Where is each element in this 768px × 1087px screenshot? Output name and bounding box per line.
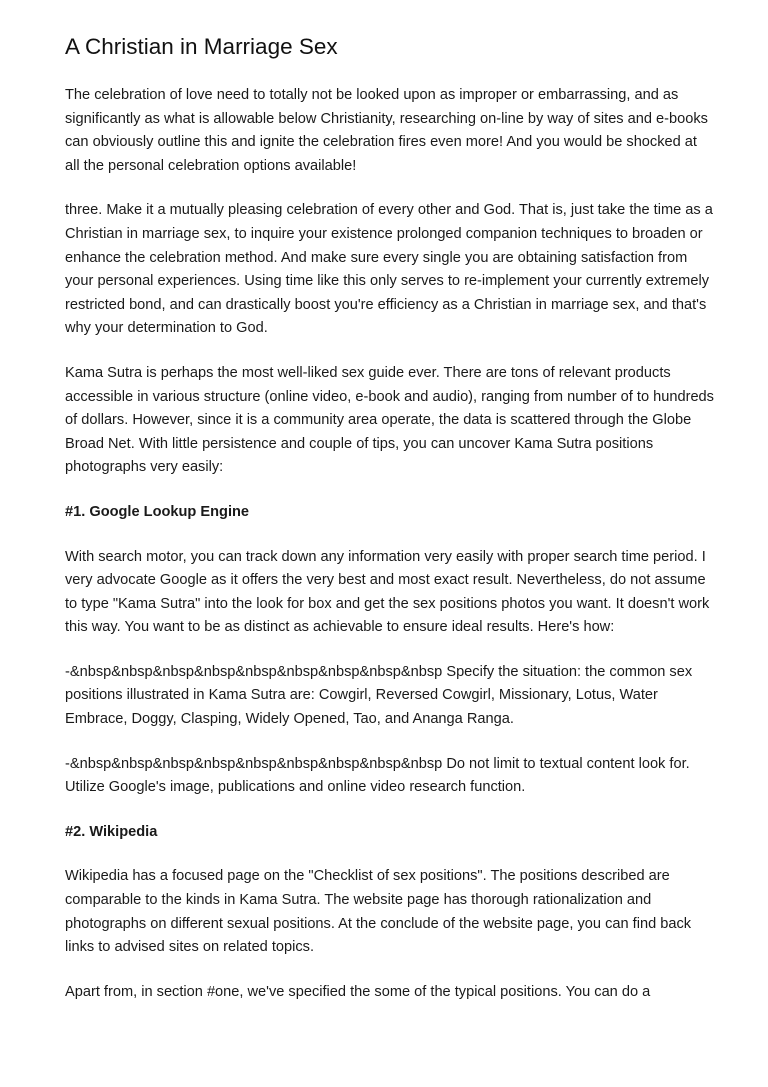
heading-wikipedia: #2. Wikipedia <box>65 823 158 840</box>
paragraph-search-motor: With search motor, you can track down any information very easily with proper search time period. I very advocate Google as it offers the very best and most exact result. Nevertheless, do not assume to type "Kama Sutra" into the look for box and get the sex positions photos you want. It doesn't work this way. You want to be as distinct as achievable to ensure ideal results. Here's how: <box>65 548 710 636</box>
paragraph-wikipedia: Wikipedia has a focused page on the "Checklist of sex positions". The positions described are comparable to the kinds in Kama Sutra. The website page has thorough rationalization and photographs on different sexual positions. At the conclude of the website page, you can find back links to advised sites on related topics. <box>65 868 692 956</box>
document-page <box>65 32 715 1025</box>
paragraph-kama-sutra: Kama Sutra is perhaps the most well-liked sex guide ever. There are tons of relevant products accessible in various structure (online video, e-book and audio), ranging from number of to hundreds of dollars. However, since it is a community area operate, the data is scattered through the Globe Broad Net. With little persistence and couple of tips, you can uncover Kama Sutra positions photographs very easily: <box>65 364 714 476</box>
paragraph-intro: The celebration of love need to totally not be looked upon as improper or embarrassing, and as significantly as what is allowable below Christianity, researching on-line by way of sites and e-books can obviously outline this and ignite the celebration fires even more! And you would be shocked at all the personal celebration options available! <box>65 87 708 174</box>
paragraph-textual-search: -&nbsp&nbsp&nbsp&nbsp&nbsp&nbsp&nbsp&nbsp&nbsp Do not limit to textual content look for. Utilize Google's image, publications and online video research function. <box>65 755 690 796</box>
paragraph-specify-situation: -&nbsp&nbsp&nbsp&nbsp&nbsp&nbsp&nbsp&nbsp&nbsp Specify the situation: the common sex positions illustrated in Kama Sutra are: Cowgirl, Reversed Cowgirl, Missionary, Lotus, Water Embrace, Doggy, Clasping, Widely Opened, Tao, and Ananga Ranga. <box>65 663 693 728</box>
paragraph-apart-from: Apart from, in section #one, we've specified the some of the typical positions. You can do a <box>65 983 651 1000</box>
paragraph-point-three: three. Make it a mutually pleasing celebration of every other and God. That is, just take the time as a Christian in marriage sex, to inquire your existence prolonged companion techniques to broaden or enhance the celebration method. And make sure every single you are obtaining satisfaction from your personal experiences. Using time like this only serves to re-implement your currently extremely restricted bond, and can drastically boost you're efficiency as a Christian in marriage sex, and that's why your determination to God. <box>65 202 713 337</box>
document-title: A Christian in Marriage Sex <box>65 34 338 59</box>
heading-google-lookup: #1. Google Lookup Engine <box>65 503 250 520</box>
